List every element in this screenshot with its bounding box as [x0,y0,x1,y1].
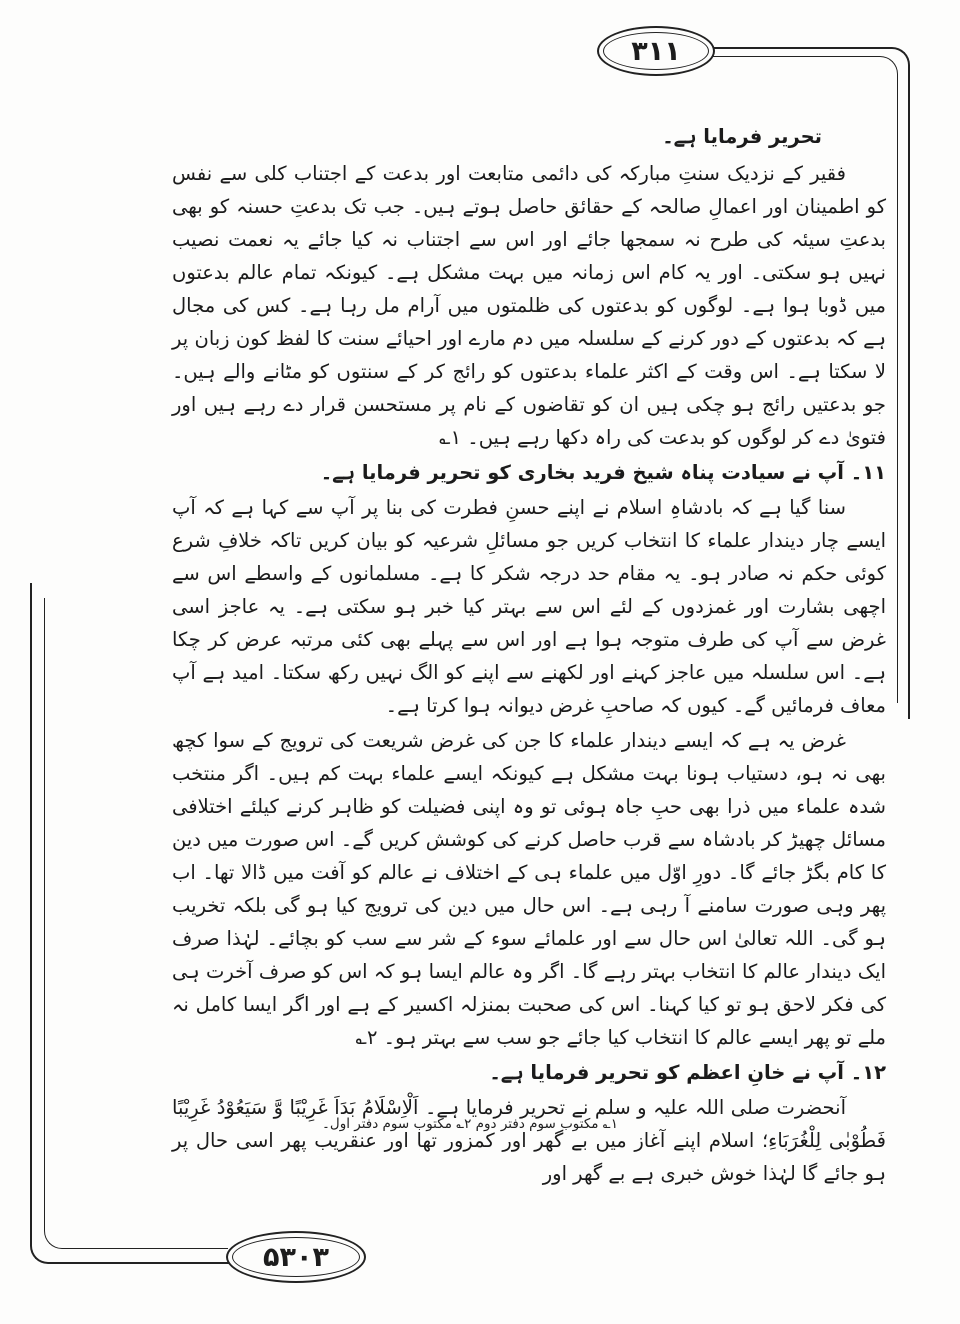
body-paragraph-2: سنا گیا ہے کہ بادشاہِ اسلام نے اپنے حسنِ فطرت کی بنا پر آپ سے کہا ہے کہ آپ ایسے چار دیندار علماء کا انتخاب کریں جو مسائلِ شرعیہ کو بیان کریں تاکہ خلافِ شرع کوئی حکم نہ صادر ہو۔ یہ مقام حد درجہ شکر کا ہے۔ مسلمانوں کے واسطے اس سے اچھی بشارت اور غمزدوں کے لئے اس سے بہتر کیا خبر ہو سکتی ہے۔ یہ عاجز اسی غرض سے آپ کی طرف متوجہ ہوا ہے اور اس سے پہلے بھی کئی مرتبہ عرض کر چکا ہے۔ اس سلسلہ میں عاجز کہنے اور لکھنے سے اپنے کو الگ نہیں رکھ سکتا۔ امید ہے آپ معاف فرمائیں گے۔ کیوں کہ صاحبِ غرض دیوانہ ہوا کرتا ہے۔ [172,496,886,717]
section-heading-11: ۱۱۔ آپ نے سیادت پناہ شیخ فرید بخاری کو تحریر فرمایا ہے۔ [320,461,886,484]
page-number-badge-top [597,26,715,76]
body-paragraph-3: غرض یہ ہے کہ ایسے دیندار علماء کا جن کی غرض شریعت کی ترویج کے سوا کچھ بھی نہ ہو، دستیاب ہونا بہت مشکل ہے کیونکہ ایسے علماء بہت کم ہیں۔ اگر منتخب شدہ علماء میں ذرا بھی حبِ جاہ ہوئی تو وہ اپنی فضیلت کو ظاہر کرنے کیلئے اختلافی مسائل چھیڑ کر بادشاہ سے قرب حاصل کرنے کی کوشش کریں گے۔ اس صورت میں دین کا کام بگڑ جائے گا۔ دورِ اوّل میں علماء ہی کے اختلاف نے عالم کو آفت میں ڈالا تھا۔ اب پھر وہی صورت سامنے آ رہی ہے۔ اس حال میں دین کی ترویج کیا ہو گی بلکہ تخریب ہو گی۔ اللہ تعالیٰ اس حال سے اور علمائے سوء کے شر سے سب کو بچائے۔ لہٰذا صرف ایک دیندار عالم کا انتخاب بہتر رہے گا۔ اگر وہ عالم ایسا ہو کہ اس کو صرف آخرت ہی کی فکر لاحق ہو تو کیا کہنا۔ اس کی صحبت بمنزلہ اکسیر کے ہے اور اگر ایسا کامل نہ ملے تو پھر ایسے عالم کا انتخاب کیا جائے جو سب سے بہتر ہو۔ ۲؎ [172,729,886,1049]
body-paragraph-1: فقیر کے نزدیک سنتِ مبارکہ کی دائمی متابعت اور بدعت کے اجتناب کلی سے نفس کو اطمینان اور اعمالِ صالحہ کے حقائق حاصل ہوتے ہیں۔ جب تک بدعتِ حسنہ کو بھی بدعتِ سیئہ کی طرح نہ سمجھا جائے اور اس سے اجتناب نہ کیا جائے یہ نعمت نصیب نہیں ہو سکتی۔ اور یہ کام اس زمانہ میں بہت مشکل ہے۔ کیونکہ تمام عالم بدعتوں میں ڈوبا ہوا ہے۔ لوگوں کو بدعتوں کی ظلمتوں میں آرام مل رہا ہے۔ کس کی مجال ہے کہ بدعتوں کے دور کرنے کے سلسلہ میں دم مارے اور احیائے سنت کا لفظ کون زبان پر لا سکتا ہے۔ اس وقت کے اکثر علماء بدعتوں کو رائج کر کے سنتوں کو مٹانے والے ہیں۔ جو بدعتیں رائج ہو چکی ہیں ان کو تقاضوں کے نام پر مستحسن قرار دے رہے ہیں اور فتویٰ دے کر لوگوں کو بدعت کی راہ دکھا رہے ہیں۔ ۱؎ [172,162,886,449]
main-text-column [172,120,886,1192]
section-heading-12: ۱۲۔ آپ نے خانِ اعظم کو تحریر فرمایا ہے۔ [489,1061,886,1084]
page-number-badge-bottom [226,1231,366,1283]
page-number-top: ۳۱۱ [631,35,681,67]
body-paragraph-4: آنحضرت صلی اللہ علیہ و سلم نے تحریر فرمایا ہے۔ اَلْاِسْلَامُ بَدَاَ غَرِیْبًا وَّ سَیَعُوْدُ غَرِیْبًا فَطُوْبٰی لِلْغُرَبَاءِ؛ اسلام اپنے آغاز میں بے گھر اور کمزور تھا اور عنقریب پھر اسی حال پر ہو جائے گا لہٰذا خوش خبری ہے بے گھر اور [172,1096,886,1185]
lead-line: تحریر فرمایا ہے۔ [662,125,822,148]
footnote: ۱؎ مکتوب سوم دفتر دوم ۲؎ مکتوب سوم دفتر اول۔ [321,1116,618,1132]
page-number-bottom: ۵۳۰۳ [263,1241,329,1273]
